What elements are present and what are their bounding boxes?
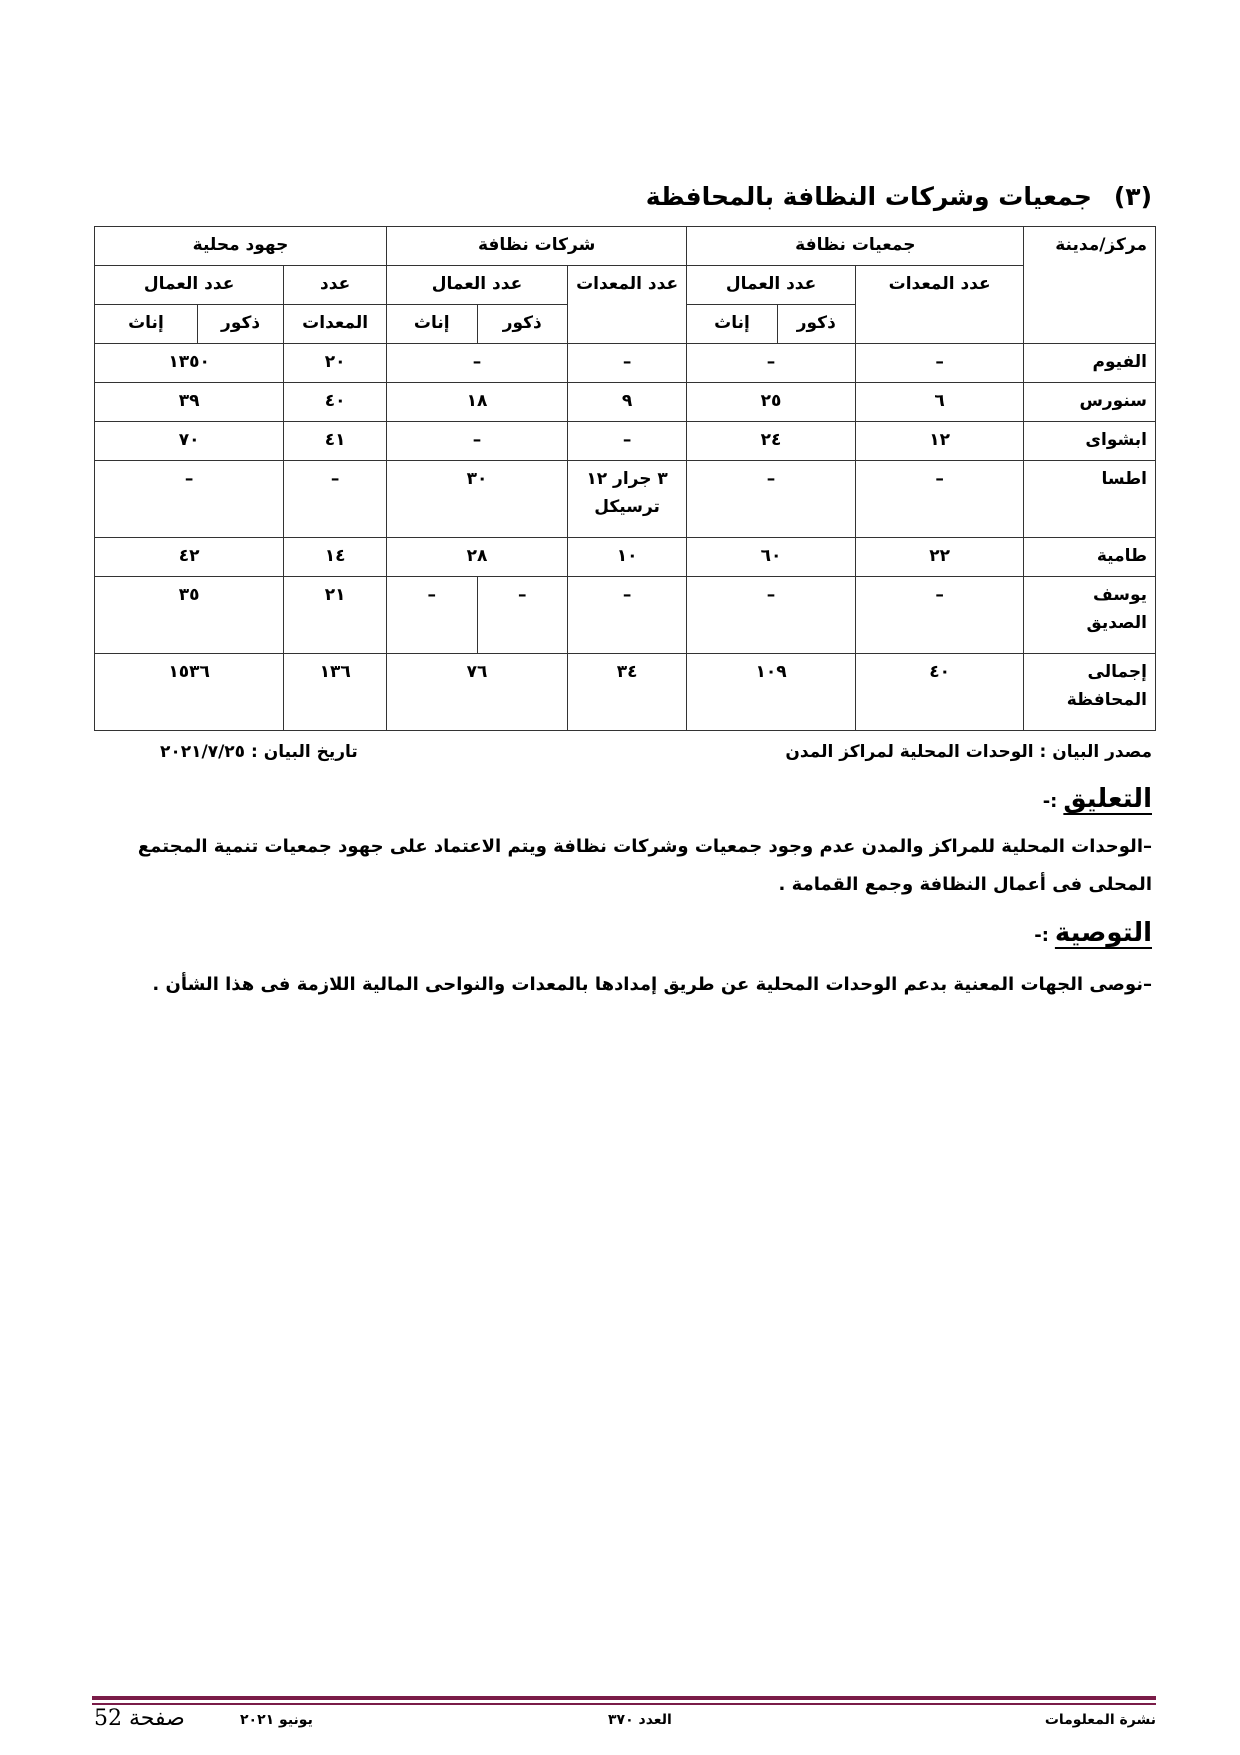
cell-city-line2: الصديق — [1086, 613, 1147, 633]
cell-local-workers: ٣٩ — [95, 383, 284, 422]
footer-page-number: صفحة 52 — [94, 1706, 185, 1731]
cell-local-workers: ١٥٣٦ — [95, 654, 284, 731]
comment-heading-word: التعليق — [1063, 784, 1152, 814]
recommendation-heading — [1034, 918, 1152, 948]
cell-city-line1: يوسف — [1092, 585, 1147, 605]
header-assoc-workers: عدد العمال — [687, 266, 856, 305]
cell-city: اطسا — [1024, 461, 1156, 538]
comment-heading — [1043, 784, 1152, 814]
cell-assoc-equipment: ٤٠ — [855, 654, 1024, 731]
cell-assoc-workers: – — [687, 577, 856, 654]
table-row — [95, 577, 1156, 654]
cell-comp-workers: ٧٦ — [387, 654, 568, 731]
cell-city — [1024, 654, 1156, 731]
table-row — [95, 344, 1156, 383]
cell-comp-equipment-line2: ترسيكل — [594, 497, 660, 517]
cell-comp-equipment: ٣٤ — [567, 654, 686, 731]
table-row — [95, 383, 1156, 422]
data-source: مصدر البيان : الوحدات المحلية لمراكز المدن — [785, 742, 1152, 762]
table-row — [95, 422, 1156, 461]
cell-comp-equipment: – — [567, 422, 686, 461]
cell-comp-males: – — [477, 577, 567, 654]
footer-divider — [92, 1696, 1156, 1700]
cell-assoc-workers: – — [687, 344, 856, 383]
cell-comp-females: – — [387, 577, 477, 654]
header-local-females: إناث — [95, 305, 198, 344]
comment-heading-suffix: :- — [1042, 791, 1058, 812]
cell-local-workers: ٤٢ — [95, 538, 284, 577]
footer-issue: العدد ٣٧٠ — [608, 1712, 672, 1728]
header-companies: شركات نظافة — [387, 227, 687, 266]
cell-city — [1024, 577, 1156, 654]
cell-city-line2: المحافظة — [1066, 690, 1147, 710]
section-title-text: جمعيات وشركات النظافة بالمحافظة — [645, 182, 1092, 211]
cell-local-equipment: ١٣٦ — [284, 654, 387, 731]
cell-local-equipment: ٤٠ — [284, 383, 387, 422]
header-local-equipment-count: عدد — [284, 266, 387, 305]
header-local-males: ذكور — [197, 305, 283, 344]
cell-assoc-equipment: – — [855, 577, 1024, 654]
comment-text: –الوحدات المحلية للمراكز والمدن عدم وجود جمعيات وشركات نظافة ويتم الاعتماد على جهود جمعيات تنمية المجتمع المحلى فى أعمال النظافة وجمع القمامة . — [137, 836, 1152, 895]
cell-comp-workers: ٢٨ — [387, 538, 568, 577]
cell-comp-workers: ٣٠ — [387, 461, 568, 538]
cell-local-workers: ٣٥ — [95, 577, 284, 654]
cell-local-workers: ٧٠ — [95, 422, 284, 461]
header-associations: جمعيات نظافة — [687, 227, 1024, 266]
cell-city: سنورس — [1024, 383, 1156, 422]
cell-comp-equipment: ١٠ — [567, 538, 686, 577]
cell-assoc-equipment: ١٢ — [855, 422, 1024, 461]
table-subheader-row — [95, 266, 1156, 305]
cell-local-workers: ١٣٥٠ — [95, 344, 284, 383]
cell-local-equipment: ٢١ — [284, 577, 387, 654]
cell-local-workers: – — [95, 461, 284, 538]
header-assoc-equipment: عدد المعدات — [855, 266, 1024, 344]
section-number: (٣) — [1113, 182, 1152, 211]
table-row — [95, 461, 1156, 538]
section-title — [646, 182, 1152, 211]
footer-divider-thin — [92, 1703, 1156, 1705]
table-header-row — [95, 227, 1156, 266]
cell-comp-workers: – — [387, 344, 568, 383]
header-comp-workers: عدد العمال — [387, 266, 568, 305]
cell-comp-equipment — [567, 461, 686, 538]
cell-local-equipment: – — [284, 461, 387, 538]
footer-date: يونيو ٢٠٢١ — [240, 1712, 313, 1728]
cell-city-line1: إجمالى — [1087, 662, 1147, 682]
table-row — [95, 538, 1156, 577]
cell-comp-equipment: – — [567, 577, 686, 654]
cell-assoc-workers: ٢٥ — [687, 383, 856, 422]
cell-assoc-equipment: – — [855, 461, 1024, 538]
cell-assoc-workers: ١٠٩ — [687, 654, 856, 731]
cell-comp-workers: – — [387, 422, 568, 461]
cell-local-equipment: ١٤ — [284, 538, 387, 577]
cell-comp-equipment-line1: ٣ جرار ١٢ — [586, 469, 668, 489]
cell-comp-equipment: ٩ — [567, 383, 686, 422]
cell-assoc-workers: ٢٤ — [687, 422, 856, 461]
header-local-equipment-word: المعدات — [284, 305, 387, 344]
cell-comp-workers: ١٨ — [387, 383, 568, 422]
header-city: مركز/مدينة — [1024, 227, 1156, 344]
header-local-workers: عدد العمال — [95, 266, 284, 305]
header-assoc-females: إناث — [687, 305, 777, 344]
cell-assoc-workers: – — [687, 461, 856, 538]
recommendation-heading-word: التوصية — [1054, 918, 1152, 948]
recommendation-text: –نوصى الجهات المعنية بدعم الوحدات المحلية عن طريق إمدادها بالمعدات والنواحى المالية اللازمة فى هذا الشأن . — [152, 974, 1152, 995]
footer-publication: نشرة المعلومات — [1044, 1712, 1156, 1728]
header-local-efforts: جهود محلية — [95, 227, 387, 266]
cell-assoc-workers: ٦٠ — [687, 538, 856, 577]
cell-local-equipment: ٢٠ — [284, 344, 387, 383]
cell-comp-equipment: – — [567, 344, 686, 383]
recommendation-heading-suffix: :- — [1034, 925, 1049, 946]
header-comp-males: ذكور — [477, 305, 567, 344]
header-comp-females: إناث — [387, 305, 477, 344]
cell-assoc-equipment: ٦ — [855, 383, 1024, 422]
header-assoc-males: ذكور — [777, 305, 855, 344]
header-comp-equipment: عدد المعدات — [567, 266, 686, 344]
cell-local-equipment: ٤١ — [284, 422, 387, 461]
cell-assoc-equipment: – — [855, 344, 1024, 383]
cell-assoc-equipment: ٢٢ — [855, 538, 1024, 577]
data-date: تاريخ البيان : ٢٠٢١/٧/٢٥ — [160, 742, 358, 762]
cleaning-table — [94, 226, 1156, 731]
cell-city: الفيوم — [1024, 344, 1156, 383]
cell-city: طامية — [1024, 538, 1156, 577]
cell-city: ابشواى — [1024, 422, 1156, 461]
table-row-total — [95, 654, 1156, 731]
